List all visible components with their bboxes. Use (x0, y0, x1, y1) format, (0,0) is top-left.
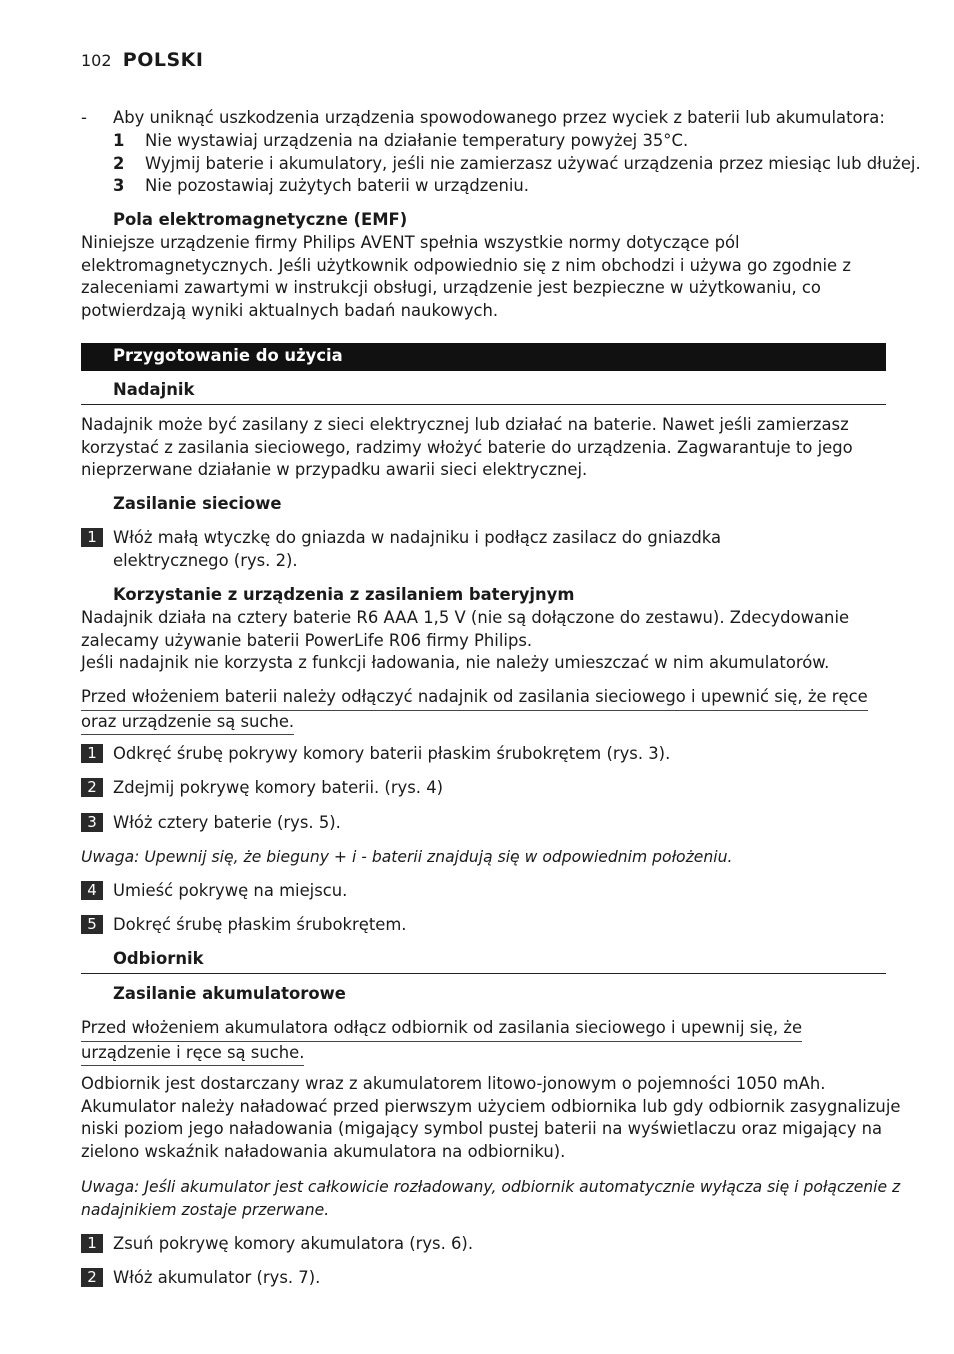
mains-heading: Zasilanie sieciowe (113, 494, 282, 513)
section-title: Przygotowanie do użycia (113, 346, 343, 365)
transmitter-heading: Nadajnik (113, 380, 195, 399)
step-number-badge: 1 (81, 744, 103, 763)
receiver-warning: Przed włożeniem akumulatora odłącz odbiornik od zasilania sieciowego i upewnij się, że urządzenie i ręce są suche. (81, 1017, 886, 1066)
transmitter-intro: Nadajnik może być zasilany z sieci elektrycznej lub działać na baterie. Nawet jeśli zamierzasz korzystać z zasilania sieciowego, radzimy włożyć baterie do urządzenia. Zagwarantuje to jego nieprzerwane działanie w przypadku awarii sieci elektrycznej. (81, 415, 853, 480)
emf-paragraph: Niniejsze urządzenie firmy Philips AVENT spełnia wszystkie normy dotyczące pól elektromagnetycznych. Jeśli użytkownik odpowiednio się z nim obchodzi i używa go zgodnie z zaleceniami zawartymi w instrukcji obsługi, urządzenie jest bezpieczne w użytkowaniu, co potwierdzają wyniki aktualnych badań naukowych. (81, 233, 851, 320)
receiver-intro: Odbiornik jest dostarczany wraz z akumulatorem litowo-jonowym o pojemności 1050 mAh. Akumulator należy naładować przed pierwszym użyciem odbiornika lub gdy odbiornik zasygnalizuje niski poziom jego naładowania (migający symbol pustej baterii na wyświetlaczu oraz migający na zielono wskaźnik naładowania akumulatora na odbiorniku). (81, 1074, 901, 1161)
battery-warning-intro: - Aby uniknąć uszkodzenia urządzenia spowodowanego przez wyciek z baterii lub akumulatora: (81, 108, 885, 127)
step-number-badge: 2 (81, 778, 103, 797)
receiver-step: 1 Zsuń pokrywę komory akumulatora (rys. 6). (81, 1233, 473, 1256)
step-number-badge: 4 (81, 881, 103, 900)
battery-warning-item: 3 Nie pozostawiaj zużytych baterii w urządzeniu. (113, 176, 530, 195)
battery-warning-item: 2 Wyjmij baterie i akumulatory, jeśli nie zamierzasz używać urządzenia przez miesiąc lub dłużej. (113, 154, 921, 173)
battery-power-paragraph: Nadajnik działa na cztery baterie R6 AAA 1,5 V (nie są dołączone do zestawu). Zdecydowanie zalecamy używanie baterii PowerLife R06 firmy Philips. Jeśli nadajnik nie korzysta z funkcji ładowania, nie należy umieszczać w nim akumulatorów. (81, 608, 850, 673)
mains-step: 1 Włóż małą wtyczkę do gniazda w nadajniku i podłącz zasilacz do gniazdka elektrycznego (rys. 2). (81, 527, 886, 572)
battery-warning-item: 1 Nie wystawiaj urządzenia na działanie temperatury powyżej 35°C. (113, 131, 689, 150)
heading-divider (81, 404, 886, 405)
step-number-badge: 1 (81, 1234, 103, 1253)
page-language: POLSKI (122, 49, 204, 71)
page-number: 102 (81, 51, 112, 70)
transmitter-warning: Przed włożeniem baterii należy odłączyć nadajnik od zasilania sieciowego i upewnić się, że ręce oraz urządzenie są suche. (81, 686, 886, 735)
heading-divider (81, 973, 886, 974)
transmitter-step: 2 Zdejmij pokrywę komory baterii. (rys. 4) (81, 777, 443, 800)
transmitter-step: 4 Umieść pokrywę na miejscu. (81, 880, 347, 903)
page-header (81, 49, 203, 73)
section-title-bar (81, 343, 886, 371)
receiver-step: 2 Włóż akumulator (rys. 7). (81, 1267, 320, 1290)
battery-power-heading: Korzystanie z urządzenia z zasilaniem bateryjnym (113, 585, 575, 604)
emf-heading: Pola elektromagnetyczne (EMF) (113, 210, 408, 229)
transmitter-step: 5 Dokręć śrubę płaskim śrubokrętem. (81, 914, 407, 937)
transmitter-step: 1 Odkręć śrubę pokrywy komory baterii płaskim śrubokrętem (rys. 3). (81, 743, 670, 766)
receiver-note: Uwaga: Jeśli akumulator jest całkowicie rozładowany, odbiornik automatycznie wyłącza się i połączenie z nadajnikiem zostaje przerwane. (81, 1178, 901, 1219)
step-number-badge: 5 (81, 915, 103, 934)
battery-charging-heading: Zasilanie akumulatorowe (113, 984, 346, 1003)
step-number-badge: 2 (81, 1268, 103, 1287)
battery-polarity-note: Uwaga: Upewnij się, że bieguny + i - baterii znajdują się w odpowiednim położeniu. (81, 848, 733, 866)
step-number-badge: 1 (81, 528, 103, 547)
transmitter-step: 3 Włóż cztery baterie (rys. 5). (81, 812, 341, 835)
step-number-badge: 3 (81, 813, 103, 832)
receiver-heading: Odbiornik (113, 949, 204, 968)
